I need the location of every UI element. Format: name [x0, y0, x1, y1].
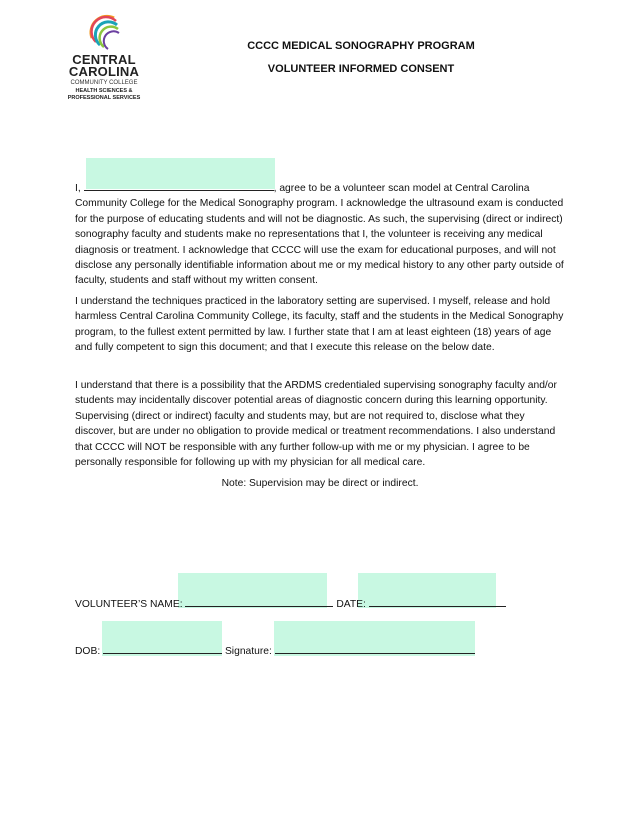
volunteer-name-line	[185, 596, 333, 607]
date-label: DATE:	[336, 599, 366, 610]
signature-label: Signature:	[224, 646, 272, 657]
volunteer-date-row	[75, 596, 506, 610]
volunteer-name-label: VOLUNTEER’S NAME:	[75, 599, 183, 610]
logo-subtitle: COMMUNITY COLLEGE	[70, 80, 138, 86]
logo-division-line2: PROFESSIONAL SERVICES	[67, 95, 141, 101]
form-title: VOLUNTEER INFORMED CONSENT	[267, 63, 455, 75]
logo-division-line1: HEALTH SCIENCES &	[75, 88, 133, 94]
paragraph-1-prefix: I,	[75, 183, 81, 194]
supervision-note: Note: Supervision may be direct or indirect.	[221, 478, 419, 489]
consent-paragraph-3: I understand that there is a possibility that the ARDMS credentialed supervising sonography faculty and/or students may incidentally discover potential areas of diagnostic concern during this learning opportunity. Supervising (direct or indirect) faculty and students may, but are not required to, disclose what they discover, but are under no obligation to provide medical or treatment recommendations. I also understand that CCCC will NOT be responsible with any further follow-up with me or my physician. I agree to be personally responsible for following up with my physician for all medical care.	[75, 380, 557, 469]
dob-label: DOB:	[75, 646, 101, 657]
signature-line	[275, 643, 475, 654]
consent-paragraph-2: I understand the techniques practiced in the laboratory setting are supervised. I myself, release and hold harmless Central Carolina Community College, its faculty, staff and the students in the Medical Sonography program, to the fullest extent permitted by law. I further state that I am at least eighteen (18) years of age and fully competent to sign this document; and that I execute this release on the below date.	[75, 296, 564, 354]
program-title: CCCC MEDICAL SONOGRAPHY PROGRAM	[247, 40, 475, 52]
paragraph-1-text: , agree to be a volunteer scan model at Central Carolina Community College for the Medical Sonography program. I acknowledge the ultrasound exam is conducted for the purpose of educating students and will not be diagnostic. As such, the supervising (direct or indirect) sonography faculty and students make no representations that I, the volunteer is receiving any medical diagnosis or treatment. I acknowledge that CCCC will use the exam for educational purposes, and will not disclose any personally identifiable information about me or my medical history to any other party outside of faculty, students and staff without my written consent.	[75, 183, 564, 287]
swirl-logo-icon	[84, 12, 126, 54]
consent-paragraph-1	[75, 180, 567, 289]
dob-line	[103, 643, 222, 654]
name-blank-line	[84, 180, 274, 191]
logo-name-line1: CENTRAL	[72, 52, 136, 67]
college-logo	[62, 12, 152, 102]
date-line	[369, 596, 506, 607]
logo-name-line2: CAROLINA	[68, 64, 140, 79]
dob-signature-row	[75, 643, 475, 657]
